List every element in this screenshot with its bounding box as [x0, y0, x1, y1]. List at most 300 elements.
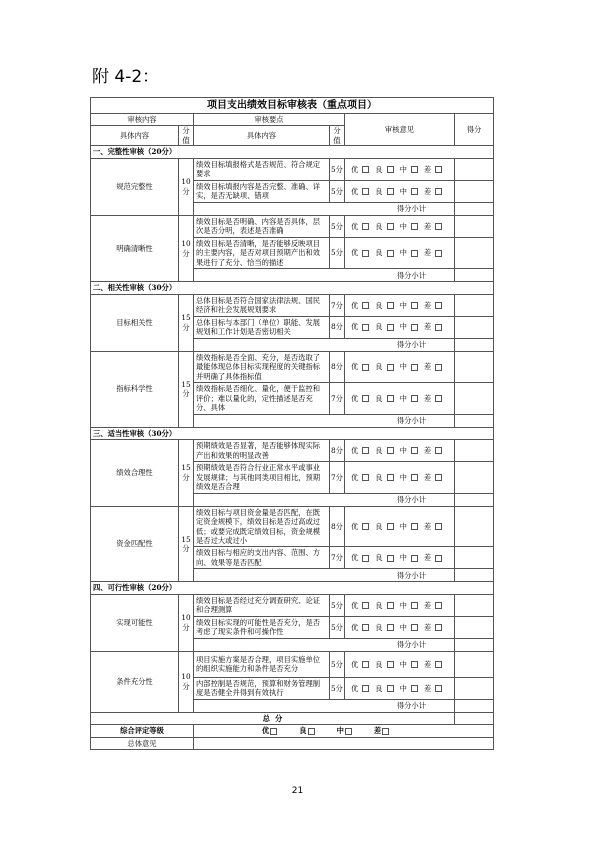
- rating-label: 良: [375, 521, 383, 531]
- rating-checkbox[interactable]: [387, 250, 394, 257]
- rating-checkbox[interactable]: [387, 474, 394, 481]
- rating-label: 良: [375, 393, 383, 403]
- rating-checkbox[interactable]: [411, 166, 418, 173]
- rating-options: [345, 351, 455, 382]
- rating-checkbox[interactable]: [387, 555, 394, 562]
- rating-checkbox[interactable]: [362, 523, 369, 530]
- rating-checkbox[interactable]: [362, 474, 369, 481]
- rating-checkbox[interactable]: [387, 395, 394, 402]
- rating-option: [375, 553, 396, 562]
- rating-option: [375, 623, 396, 632]
- rating-label: 中: [399, 164, 407, 174]
- score-cell[interactable]: [455, 506, 494, 547]
- header-specific-points: 具体内容: [194, 126, 330, 146]
- rating-option: [400, 473, 421, 482]
- criterion-points: 5分: [330, 594, 345, 616]
- rating-checkbox[interactable]: [435, 523, 442, 530]
- criterion-points: 5分: [330, 616, 345, 638]
- rating-option: [424, 446, 445, 455]
- final-grade-label-text: 中: [336, 726, 344, 736]
- rating-label: 差: [423, 221, 432, 231]
- rating-checkbox[interactable]: [362, 395, 369, 402]
- rating-checkbox[interactable]: [435, 447, 442, 454]
- subtotal-label: 得分小计: [194, 699, 455, 712]
- rating-label: 良: [375, 186, 383, 196]
- criterion-text: 总体目标与本部门（单位）职能、发展规划和工作计划是否密切相关: [194, 316, 330, 338]
- rating-label: 优: [351, 600, 359, 610]
- rating-options: [345, 547, 455, 569]
- rating-option: [375, 446, 396, 455]
- section-title: 一、完整性审核（20分）: [91, 146, 494, 158]
- criterion-points: 8分: [330, 506, 345, 547]
- rating-option: [375, 684, 396, 693]
- final-grade-checkbox[interactable]: [382, 728, 389, 735]
- rating-checkbox[interactable]: [362, 661, 369, 668]
- rating-options: [345, 383, 455, 414]
- rating-label: 差: [423, 600, 432, 610]
- rating-label: 良: [375, 553, 383, 563]
- page-number: 21: [291, 786, 304, 796]
- rating-label: 中: [399, 393, 407, 403]
- rating-checkbox[interactable]: [435, 223, 442, 230]
- rating-checkbox[interactable]: [435, 685, 442, 692]
- criterion-text: 绩效目标是否经过充分调查研究、论证和合理测算: [194, 594, 330, 616]
- score-cell[interactable]: [455, 616, 494, 638]
- rating-option: [351, 222, 372, 231]
- rating-option: [424, 684, 445, 693]
- rating-label: 优: [351, 186, 359, 196]
- header-points: 分值: [179, 126, 194, 146]
- rating-checkbox[interactable]: [435, 624, 442, 631]
- criterion-points: 5分: [330, 651, 345, 677]
- header-review-content: 审核内容: [91, 114, 194, 126]
- rating-checkbox[interactable]: [362, 624, 369, 631]
- rating-option: [424, 623, 445, 632]
- score-cell[interactable]: [455, 237, 494, 268]
- rating-checkbox[interactable]: [411, 250, 418, 257]
- rating-checkbox[interactable]: [387, 661, 394, 668]
- rating-option: [400, 601, 421, 610]
- rating-checkbox[interactable]: [387, 223, 394, 230]
- score-cell[interactable]: [455, 158, 494, 180]
- subtotal-label: 得分小计: [194, 269, 455, 282]
- subtotal-label: 得分小计: [194, 414, 455, 427]
- rating-label: 良: [375, 362, 383, 372]
- rating-option: [400, 660, 421, 669]
- rating-label: 差: [423, 659, 432, 669]
- total-label: 总 分: [91, 712, 455, 724]
- item-name: 条件充分性: [91, 651, 179, 712]
- header-review-opinion: 审核意见: [345, 114, 455, 146]
- rating-checkbox[interactable]: [362, 364, 369, 371]
- header-points-2: 分值: [330, 126, 345, 146]
- rating-checkbox[interactable]: [362, 250, 369, 257]
- score-cell[interactable]: [455, 651, 494, 677]
- review-table: [90, 97, 494, 750]
- rating-option: [424, 473, 445, 482]
- rating-label: 中: [399, 472, 407, 482]
- rating-options: [345, 677, 455, 699]
- rating-label: 优: [351, 393, 359, 403]
- rating-option: [400, 248, 421, 257]
- final-grade-checkbox[interactable]: [270, 728, 277, 735]
- rating-option: [400, 394, 421, 403]
- rating-label: 差: [423, 521, 432, 531]
- rating-checkbox[interactable]: [387, 523, 394, 530]
- rating-label: 优: [351, 553, 359, 563]
- rating-label: 中: [399, 622, 407, 632]
- rating-option: [400, 165, 421, 174]
- rating-checkbox[interactable]: [411, 602, 418, 609]
- rating-label: 中: [399, 659, 407, 669]
- rating-label: 优: [351, 221, 359, 231]
- rating-option: [351, 362, 372, 371]
- rating-options: [345, 316, 455, 338]
- rating-checkbox[interactable]: [435, 188, 442, 195]
- rating-option: [424, 222, 445, 231]
- rating-checkbox[interactable]: [387, 364, 394, 371]
- rating-checkbox[interactable]: [387, 302, 394, 309]
- rating-label: 中: [399, 322, 407, 332]
- rating-checkbox[interactable]: [411, 395, 418, 402]
- item-points: 10分: [179, 158, 194, 215]
- rating-label: 优: [351, 472, 359, 482]
- criterion-text: 总体目标是否符合国家法律法规、国民经济和社会发展规划要求: [194, 294, 330, 316]
- rating-option: [424, 660, 445, 669]
- score-cell[interactable]: [455, 180, 494, 202]
- rating-checkbox[interactable]: [387, 624, 394, 631]
- criterion-text: 绩效目标与相应的支出内容、范围、方向、效果等是否匹配: [194, 547, 330, 569]
- item-name: 规范完整性: [91, 158, 179, 215]
- overall-opinion-label: 总体意见: [91, 737, 194, 749]
- rating-label: 优: [351, 300, 359, 310]
- criterion-text: 预期绩效是否显著，是否能够体现实际产出和效果的明显改善: [194, 440, 330, 462]
- item-name: 明确清晰性: [91, 215, 179, 281]
- rating-checkbox[interactable]: [411, 523, 418, 530]
- rating-label: 良: [375, 164, 383, 174]
- item-name: 指标科学性: [91, 351, 179, 427]
- rating-option: [351, 301, 372, 310]
- rating-label: 优: [351, 248, 359, 258]
- rating-label: 差: [423, 362, 432, 372]
- item-name: 资金匹配性: [91, 506, 179, 582]
- rating-options: [345, 180, 455, 202]
- rating-label: 良: [375, 248, 383, 258]
- rating-checkbox[interactable]: [387, 188, 394, 195]
- rating-checkbox[interactable]: [387, 324, 394, 331]
- rating-label: 差: [423, 300, 432, 310]
- item-points: 15分: [179, 351, 194, 427]
- rating-option: [400, 322, 421, 331]
- rating-label: 良: [375, 472, 383, 482]
- rating-checkbox[interactable]: [362, 555, 369, 562]
- rating-option: [351, 553, 372, 562]
- rating-checkbox[interactable]: [411, 188, 418, 195]
- rating-checkbox[interactable]: [435, 364, 442, 371]
- rating-label: 差: [423, 322, 432, 332]
- rating-option: [400, 301, 421, 310]
- rating-checkbox[interactable]: [387, 447, 394, 454]
- rating-checkbox[interactable]: [411, 302, 418, 309]
- criterion-points: 5分: [330, 237, 345, 268]
- rating-label: 优: [351, 322, 359, 332]
- rating-option: [400, 187, 421, 196]
- rating-option: [351, 684, 372, 693]
- final-grade-checkbox[interactable]: [345, 728, 352, 735]
- subtotal-value[interactable]: [455, 569, 494, 582]
- criterion-points: 5分: [330, 158, 345, 180]
- criterion-text: 绩效指标是否细化、量化，便于监控和评价；难以量化的，定性描述是否充分、具体: [194, 383, 330, 414]
- rating-label: 良: [375, 659, 383, 669]
- rating-label: 良: [375, 600, 383, 610]
- rating-label: 差: [423, 248, 432, 258]
- item-points: 15分: [179, 294, 194, 351]
- rating-checkbox[interactable]: [362, 188, 369, 195]
- rating-option: [375, 187, 396, 196]
- rating-checkbox[interactable]: [435, 250, 442, 257]
- rating-option: [400, 522, 421, 531]
- rating-checkbox[interactable]: [435, 474, 442, 481]
- final-grade-option: [374, 726, 389, 735]
- rating-option: [375, 222, 396, 231]
- score-cell[interactable]: [455, 383, 494, 414]
- rating-label: 良: [375, 300, 383, 310]
- score-cell[interactable]: [455, 294, 494, 316]
- rating-checkbox[interactable]: [411, 324, 418, 331]
- rating-label: 良: [375, 221, 383, 231]
- rating-label: 良: [375, 322, 383, 332]
- rating-options: [345, 651, 455, 677]
- criterion-text: 绩效目标是否明确、内容是否具体，层次是否分明，表述是否准确: [194, 215, 330, 237]
- final-grade-option: [337, 726, 352, 735]
- score-cell[interactable]: [455, 351, 494, 382]
- rating-option: [400, 222, 421, 231]
- rating-option: [375, 660, 396, 669]
- final-grade-options: [194, 725, 494, 737]
- item-points: 15分: [179, 440, 194, 506]
- criterion-points: 7分: [330, 383, 345, 414]
- score-cell[interactable]: [455, 316, 494, 338]
- rating-checkbox[interactable]: [411, 624, 418, 631]
- rating-option: [400, 553, 421, 562]
- rating-label: 差: [423, 445, 432, 455]
- rating-label: 差: [423, 622, 432, 632]
- rating-option: [424, 301, 445, 310]
- rating-label: 差: [423, 164, 432, 174]
- criterion-text: 内部控制是否规范，预算和财务管理制度是否健全并得到有效执行: [194, 677, 330, 699]
- rating-checkbox[interactable]: [362, 302, 369, 309]
- total-value[interactable]: [455, 712, 494, 724]
- rating-option: [424, 362, 445, 371]
- criterion-points: 7分: [330, 294, 345, 316]
- rating-label: 优: [351, 622, 359, 632]
- subtotal-value[interactable]: [455, 699, 494, 712]
- criterion-text: 绩效目标是否清晰，是否能够反映项目的主要内容，是否对项目预期产出和效果进行了充分、恰当的描述: [194, 237, 330, 268]
- rating-option: [375, 522, 396, 531]
- subtotal-label: 得分小计: [194, 338, 455, 351]
- rating-option: [351, 187, 372, 196]
- rating-option: [375, 322, 396, 331]
- subtotal-value[interactable]: [455, 638, 494, 651]
- criterion-text: 绩效目标实现的可能性是否充分，是否考虑了现实条件和可操作性: [194, 616, 330, 638]
- final-grade-label: 综合评定等级: [91, 725, 194, 737]
- rating-checkbox[interactable]: [387, 166, 394, 173]
- rating-checkbox[interactable]: [435, 324, 442, 331]
- rating-label: 优: [351, 683, 359, 693]
- criterion-points: 8分: [330, 351, 345, 382]
- subtotal-label: 得分小计: [194, 493, 455, 506]
- item-name: 实现可能性: [91, 594, 179, 651]
- criterion-points: 8分: [330, 316, 345, 338]
- rating-label: 中: [399, 600, 407, 610]
- rating-option: [375, 362, 396, 371]
- final-grade-label-text: 差: [373, 726, 382, 736]
- subtotal-value[interactable]: [455, 493, 494, 506]
- subtotal-value[interactable]: [455, 202, 494, 215]
- rating-label: 优: [351, 659, 359, 669]
- rating-option: [351, 322, 372, 331]
- rating-label: 中: [399, 221, 407, 231]
- criterion-text: 绩效目标填报格式是否规范、符合规定要求: [194, 158, 330, 180]
- rating-checkbox[interactable]: [435, 661, 442, 668]
- rating-checkbox[interactable]: [435, 395, 442, 402]
- rating-checkbox[interactable]: [435, 166, 442, 173]
- rating-checkbox[interactable]: [411, 223, 418, 230]
- section-title: 三、适当性审核（30分）: [91, 427, 494, 439]
- rating-options: [345, 158, 455, 180]
- rating-options: [345, 462, 455, 493]
- rating-label: 良: [375, 445, 383, 455]
- rating-option: [351, 660, 372, 669]
- criterion-text: 项目实施方案是否合理，项目实施单位的组织实施能力和条件是否充分: [194, 651, 330, 677]
- rating-checkbox[interactable]: [411, 685, 418, 692]
- header-review-points: 审核要点: [194, 114, 345, 126]
- rating-checkbox[interactable]: [411, 474, 418, 481]
- subtotal-label: 得分小计: [194, 202, 455, 215]
- rating-checkbox[interactable]: [362, 685, 369, 692]
- rating-option: [424, 522, 445, 531]
- final-grade-label-text: 良: [299, 726, 307, 736]
- rating-checkbox[interactable]: [435, 602, 442, 609]
- final-grade-option: [262, 726, 277, 735]
- final-grade-checkbox[interactable]: [308, 728, 315, 735]
- rating-checkbox[interactable]: [362, 602, 369, 609]
- criterion-text: 预期绩效是否符合行业正常水平或事业发展规律；与其他同类项目相比，预期绩效是否合理: [194, 462, 330, 493]
- rating-option: [424, 165, 445, 174]
- subtotal-value[interactable]: [455, 414, 494, 427]
- item-points: 15分: [179, 506, 194, 582]
- score-cell[interactable]: [455, 440, 494, 462]
- rating-option: [424, 553, 445, 562]
- table-title: 项目支出绩效目标审核表（重点项目）: [91, 98, 494, 114]
- rating-option: [351, 394, 372, 403]
- criterion-points: 5分: [330, 677, 345, 699]
- rating-checkbox[interactable]: [411, 555, 418, 562]
- rating-options: [345, 237, 455, 268]
- item-name: 目标相关性: [91, 294, 179, 351]
- rating-checkbox[interactable]: [362, 166, 369, 173]
- rating-label: 差: [423, 472, 432, 482]
- criterion-points: 8分: [330, 440, 345, 462]
- rating-label: 中: [399, 553, 407, 563]
- rating-option: [351, 522, 372, 531]
- rating-option: [424, 394, 445, 403]
- subtotal-value[interactable]: [455, 338, 494, 351]
- criterion-points: 7分: [330, 462, 345, 493]
- rating-checkbox[interactable]: [362, 324, 369, 331]
- rating-checkbox[interactable]: [411, 661, 418, 668]
- subtotal-label: 得分小计: [194, 638, 455, 651]
- rating-label: 中: [399, 445, 407, 455]
- criterion-points: 5分: [330, 215, 345, 237]
- criterion-text: 绩效目标与项目资金量是否匹配，在既定资金规模下，绩效目标是否过高或过低；或要完成既定绩效目标，资金规模是否过大或过小: [194, 506, 330, 547]
- rating-checkbox[interactable]: [435, 302, 442, 309]
- item-points: 10分: [179, 651, 194, 712]
- rating-label: 差: [423, 683, 432, 693]
- rating-option: [375, 601, 396, 610]
- rating-checkbox[interactable]: [411, 364, 418, 371]
- attachment-label: 附 4-2：: [92, 67, 160, 87]
- criterion-points: 7分: [330, 547, 345, 569]
- rating-label: 中: [399, 248, 407, 258]
- item-points: 10分: [179, 594, 194, 651]
- criterion-points: 5分: [330, 180, 345, 202]
- rating-checkbox[interactable]: [387, 685, 394, 692]
- rating-label: 中: [399, 521, 407, 531]
- rating-option: [424, 248, 445, 257]
- rating-checkbox[interactable]: [387, 602, 394, 609]
- criterion-text: 绩效指标是否全面、充分，是否选取了最能体现总体目标实现程度的关键指标并明确了具体指标值: [194, 351, 330, 382]
- score-cell[interactable]: [455, 547, 494, 569]
- rating-checkbox[interactable]: [362, 223, 369, 230]
- rating-label: 中: [399, 362, 407, 372]
- final-grade-option: [299, 726, 314, 735]
- score-cell[interactable]: [455, 677, 494, 699]
- subtotal-label: 得分小计: [194, 569, 455, 582]
- rating-option: [400, 362, 421, 371]
- rating-checkbox[interactable]: [435, 555, 442, 562]
- score-cell[interactable]: [455, 215, 494, 237]
- rating-checkbox[interactable]: [411, 447, 418, 454]
- rating-option: [375, 248, 396, 257]
- rating-option: [400, 684, 421, 693]
- rating-checkbox[interactable]: [362, 447, 369, 454]
- rating-label: 优: [351, 164, 359, 174]
- rating-label: 良: [375, 683, 383, 693]
- score-cell[interactable]: [455, 462, 494, 493]
- rating-options: [345, 215, 455, 237]
- rating-label: 良: [375, 622, 383, 632]
- rating-option: [351, 623, 372, 632]
- subtotal-value[interactable]: [455, 269, 494, 282]
- rating-option: [375, 394, 396, 403]
- overall-opinion-field[interactable]: [194, 737, 494, 749]
- rating-option: [375, 165, 396, 174]
- section-title: 四、可行性审核（20分）: [91, 582, 494, 594]
- rating-option: [400, 446, 421, 455]
- rating-options: [345, 440, 455, 462]
- rating-option: [400, 623, 421, 632]
- rating-options: [345, 594, 455, 616]
- rating-option: [351, 601, 372, 610]
- rating-label: 优: [351, 362, 359, 372]
- rating-label: 优: [351, 445, 359, 455]
- rating-option: [375, 301, 396, 310]
- header-specific-content: 具体内容: [91, 126, 179, 146]
- rating-options: [345, 616, 455, 638]
- score-cell[interactable]: [455, 594, 494, 616]
- rating-option: [375, 473, 396, 482]
